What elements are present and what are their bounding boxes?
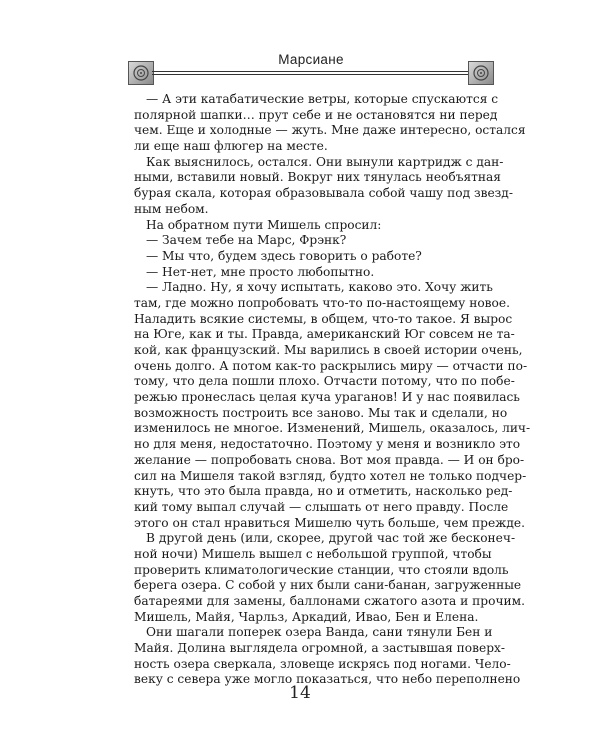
text-line: — Зачем тебе на Марс, Фрэнк? bbox=[146, 233, 347, 248]
ornament-emblem-icon bbox=[468, 61, 494, 85]
text-line: Майя. Долина выглядела огромной, а застывшая поверх- bbox=[134, 641, 505, 656]
text-line: чем. Еще и холодные — жуть. Мне даже интересно, остался bbox=[134, 123, 526, 138]
text-line: но для меня, недостаточно. Поэтому у меня и возникло это bbox=[134, 437, 521, 452]
text-line: кнуть, что это была правда, но и отметить, насколько ред- bbox=[134, 484, 513, 499]
text-line: ной ночи) Мишель вышел с небольшой группой, чтобы bbox=[134, 546, 492, 561]
text-line: батареями для замены, баллонами сжатого азота и прочим. bbox=[134, 594, 525, 608]
text-line: режью пронеслась целая куча ураганов! И у нас появилась bbox=[134, 390, 520, 405]
text-line: бурая скала, которая образовывала собой чашу под звезд- bbox=[134, 186, 513, 201]
text-line: сил на Мишеля такой взгляд, будто хотел не только подчер- bbox=[134, 468, 527, 483]
text-line: ным небом. bbox=[134, 201, 209, 216]
page-number: 14 bbox=[289, 683, 311, 703]
text-line: ли еще наш флюгер на месте. bbox=[134, 139, 328, 154]
text-line: возможность построить все заново. Мы так и сделали, но bbox=[134, 405, 508, 420]
text-line: веку с севера уже могло показаться, что небо переполнено bbox=[134, 672, 521, 687]
text-line: Наладить всякие системы, в общем, что-то такое. Я вырос bbox=[134, 311, 513, 326]
text-line: берега озера. С собой у них были сани-банан, загруженные bbox=[134, 578, 522, 593]
text-line: кий тому выпал случай — слышать от него правду. После bbox=[134, 499, 509, 514]
text-line: Они шагали поперек озера Ванда, сани тянули Бен и bbox=[146, 625, 493, 640]
text-line: В другой день (или, скорее, другой час той же бесконеч- bbox=[146, 531, 516, 546]
text-line: — Нет-нет, мне просто любопытно. bbox=[146, 264, 375, 279]
text-line: этого он стал нравиться Мишелю чуть больше, чем прежде. bbox=[134, 515, 525, 530]
header-rule-bottom bbox=[152, 74, 470, 75]
text-line: тому, что дела пошли плохо. Отчасти потому, что по побе- bbox=[134, 374, 515, 389]
text-line: изменилось не многое. Изменений, Мишель, оказалось, лич- bbox=[134, 421, 531, 436]
running-header bbox=[128, 52, 494, 84]
text-line: кой, как французский. Мы варились в своей истории очень, bbox=[134, 343, 523, 357]
text-line: очень долго. А потом как-то раскрылись миру — отчасти по- bbox=[134, 358, 528, 373]
text-line: ными, вставили новый. Вокруг них тянулась необъятная bbox=[134, 170, 501, 185]
text-line: На обратном пути Мишель спросил: bbox=[146, 217, 382, 232]
text-line: там, где можно попробовать что-то по-настоящему новое. bbox=[134, 295, 510, 310]
text-line: Мишель, Майя, Чарльз, Аркадий, Ивао, Бен и Елена. bbox=[134, 609, 479, 624]
running-title: Марсиане bbox=[278, 52, 344, 67]
text-line: Как выяснилось, остался. Они вынули картридж с дан- bbox=[146, 154, 504, 169]
text-line: на Юге, как и ты. Правда, американский Юг совсем не та- bbox=[134, 327, 515, 342]
text-line: — Мы что, будем здесь говорить о работе? bbox=[146, 248, 422, 263]
text-line: — А эти катабатические ветры, которые спускаются с bbox=[146, 92, 499, 106]
text-line: желание — попробовать снова. Вот моя правда. — И он бро- bbox=[134, 452, 525, 467]
text-line: проверить климатологические станции, что стояли вдоль bbox=[134, 562, 509, 577]
text-line: — Ладно. Ну, я хочу испытать, каково это. Хочу жить bbox=[146, 280, 493, 295]
text-line: ность озера сверкала, зловеще искрясь под ногами. Чело- bbox=[134, 656, 511, 671]
page-body-text bbox=[134, 92, 531, 688]
header-rule-top bbox=[152, 71, 470, 72]
text-line: полярной шапки… прут себе и не остановятся ни перед bbox=[134, 107, 498, 122]
